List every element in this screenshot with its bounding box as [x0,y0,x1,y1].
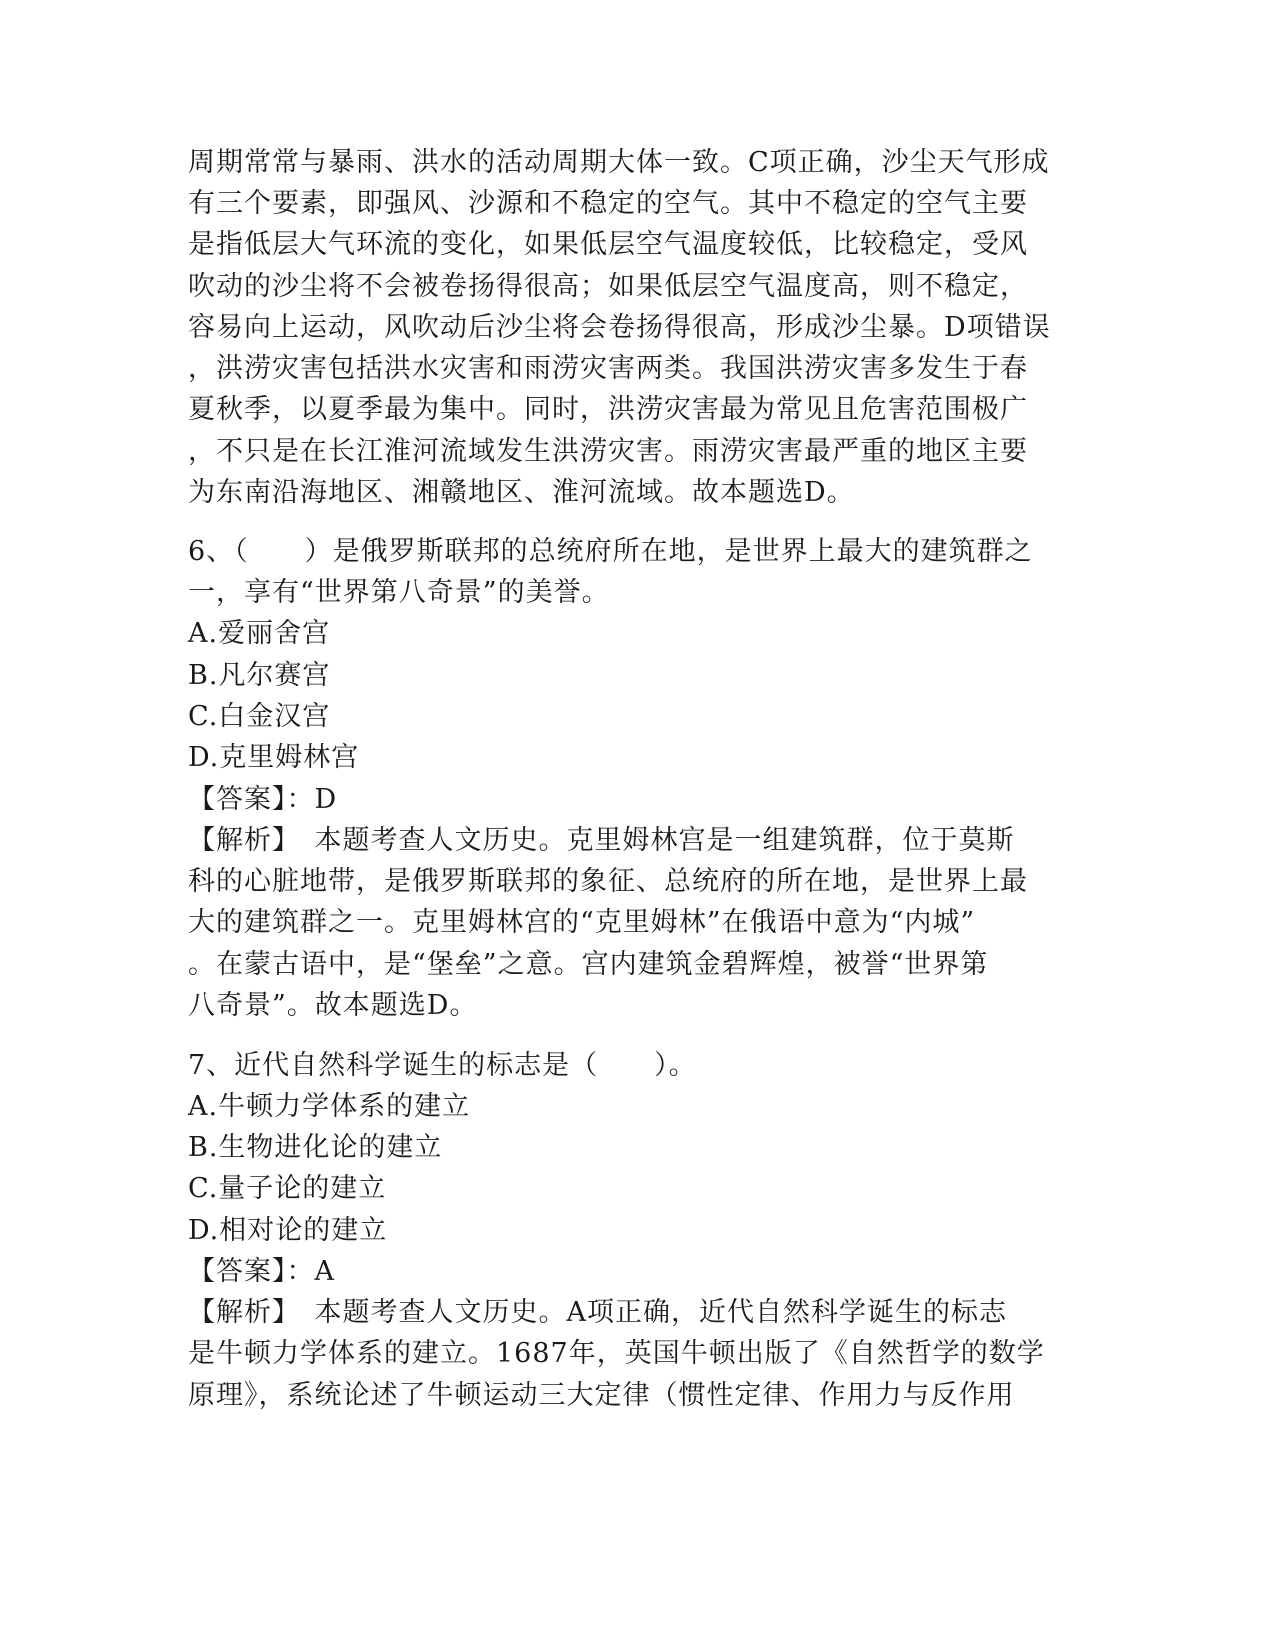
explanation-line: ，不只是在长江淮河流域发生洪涝灾害。雨涝灾害最严重的地区主要 [188,436,1028,467]
question-7-stem: 7、近代自然科学诞生的标志是（ ）。 [188,1050,697,1081]
question-7-option-c: C.量子论的建立 [188,1173,387,1204]
question-7-explanation: 是牛顿力学体系的建立。1687年，英国牛顿出版了《自然哲学的数学 [188,1338,1045,1369]
question-7-option-a: A.牛顿力学体系的建立 [188,1091,471,1122]
explanation-line: 容易向上运动，风吹动后沙尘将会卷扬得很高，形成沙尘暴。D项错误 [188,312,1051,343]
explanation-line: 为东南沿海地区、湘赣地区、淮河流域。故本题选D。 [188,477,855,508]
question-7-explanation: 【解析】 本题考查人文历史。A项正确，近代自然科学诞生的标志 [188,1297,1007,1328]
question-6-stem: 一，享有“世界第八奇景”的美誉。 [188,577,610,608]
explanation-line: 有三个要素，即强风、沙源和不稳定的空气。其中不稳定的空气主要 [188,188,1028,219]
question-6-explanation: 八奇景”。故本题选D。 [188,990,478,1021]
explanation-line: ，洪涝灾害包括洪水灾害和雨涝灾害两类。我国洪涝灾害多发生于春 [188,353,1028,384]
question-6-explanation: 科的心脏地带，是俄罗斯联邦的象征、总统府的所在地，是世界上最 [188,866,1028,897]
question-6-option-a: A.爱丽舍宫 [188,618,331,649]
question-6-option-c: C.白金汉宫 [188,701,331,732]
question-6-option-d: D.克里姆林宫 [188,742,360,773]
explanation-line: 周期常常与暴雨、洪水的活动周期大体一致。C项正确，沙尘天气形成 [188,147,1050,178]
question-6-answer: 【答案】：D [188,784,338,815]
question-6-explanation: 大的建筑群之一。克里姆林宫的“克里姆林”在俄语中意为“内城” [188,907,976,938]
question-7-option-d: D.相对论的建立 [188,1215,388,1246]
question-7-option-b: B.生物进化论的建立 [188,1132,443,1163]
explanation-line: 吹动的沙尘将不会被卷扬得很高；如果低层空气温度高，则不稳定， [188,271,1028,302]
explanation-line: 夏秋季，以夏季最为集中。同时，洪涝灾害最为常见且危害范围极广 [188,394,1028,425]
question-7-answer: 【答案】：A [188,1256,335,1287]
question-6-option-b: B.凡尔赛宫 [188,660,331,691]
question-6-stem: 6、（ ）是俄罗斯联邦的总统府所在地，是世界上最大的建筑群之 [188,536,1033,567]
question-7-explanation: 原理》，系统论述了牛顿运动三大定律（惯性定律、作用力与反作用 [188,1380,1015,1411]
explanation-line: 是指低层大气环流的变化，如果低层空气温度较低，比较稳定，受风 [188,229,1028,260]
question-6-explanation: 【解析】 本题考查人文历史。克里姆林宫是一组建筑群，位于莫斯 [188,825,1015,856]
question-6-explanation: 。在蒙古语中，是“堡垒”之意。宫内建筑金碧辉煌，被誉“世界第 [188,949,989,980]
